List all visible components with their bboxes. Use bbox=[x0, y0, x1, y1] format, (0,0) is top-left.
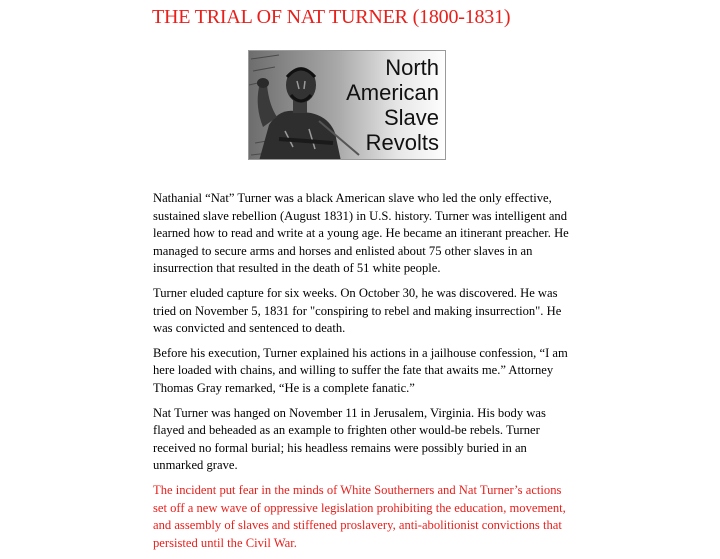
banner-text bbox=[319, 55, 439, 155]
paragraph-capture: Turner eluded capture for six weeks. On October 30, he was discovered. He was tried on November 5, 1831 for "conspiring to rebel and making insurrection". He was convicted and sentenced to death. bbox=[153, 285, 562, 336]
paragraph-aftermath: The incident put fear in the minds of White Southerners and Nat Turner’s actions set off a new wave of oppressive legislation prohibiting the education, movement, and assembly of slaves and stiffened proslavery, anti-abolitionist convictions that persisted until the Civil War. bbox=[153, 482, 566, 550]
paragraph-confession: Before his execution, Turner explained his actions in a jailhouse confession, “I am here loaded with chains, and willing to suffer the fate that awaits me.” Attorney Thomas Gray remarked, “He is a complete fanatic.” bbox=[153, 345, 568, 395]
banner-line-slave: Slave bbox=[383, 105, 439, 130]
north-american-slave-revolts-banner bbox=[248, 50, 446, 160]
banner-line-north: North bbox=[385, 55, 439, 80]
banner-line-american: American bbox=[346, 80, 439, 105]
article-body bbox=[153, 190, 571, 559]
page-title: THE TRIAL OF NAT TURNER (1800-1831) bbox=[152, 6, 511, 28]
paragraph-intro: Nathanial “Nat” Turner was a black American slave who led the only effective, sustained slave rebellion (August 1831) in U.S. history. Turner was intelligent and learned how to read and write at a young age. He became an itinerant preacher. He managed to secure arms and horses and enlisted about 75 other slaves in an insurrection that resulted in the death of 51 white people. bbox=[153, 191, 569, 276]
banner-line-revolts: Revolts bbox=[365, 130, 439, 155]
paragraph-execution: Nat Turner was hanged on November 11 in Jerusalem, Virginia. His body was flayed and beheaded as an example to frighten other would-be rebels. Turner received no formal burial; his headless remains were possibly buried in an unmarked grave. bbox=[153, 405, 546, 473]
